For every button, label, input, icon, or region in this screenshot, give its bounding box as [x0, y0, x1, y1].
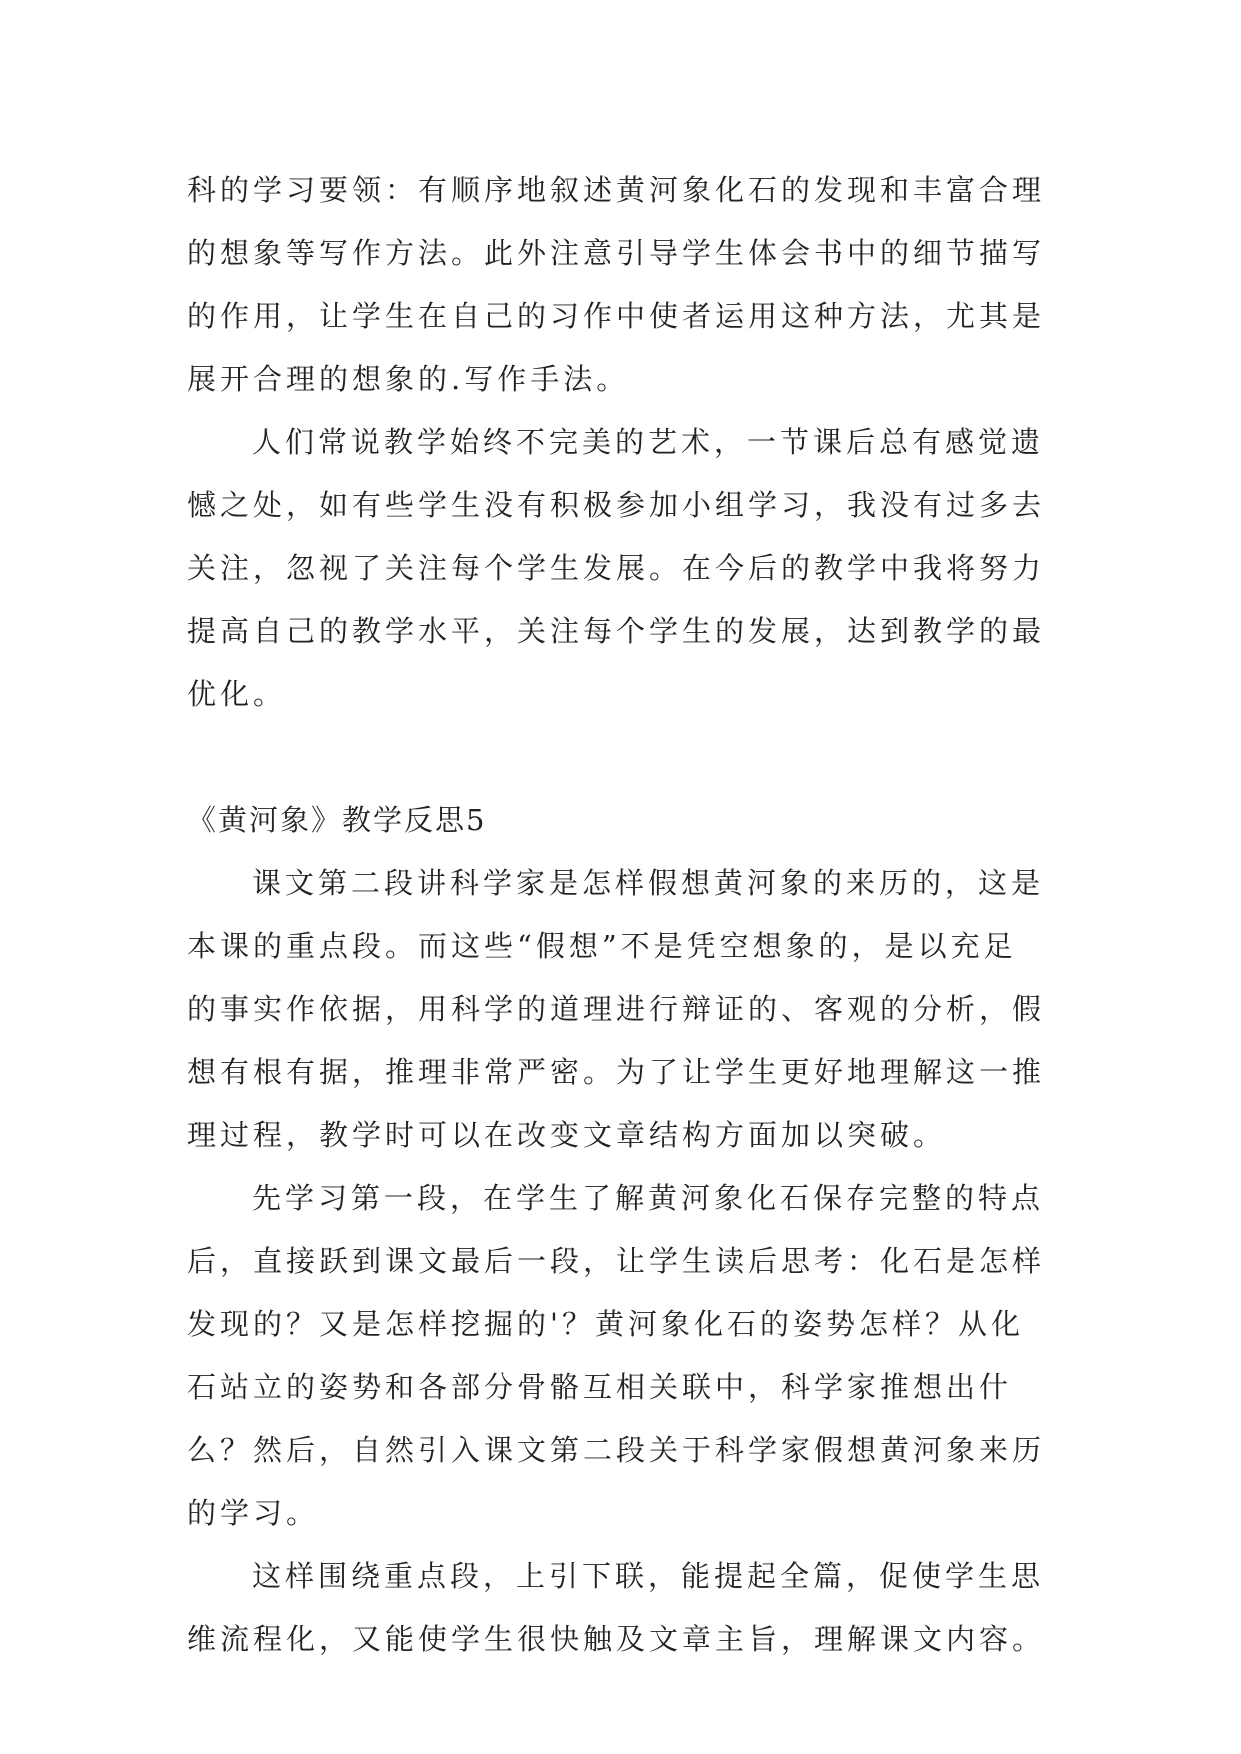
text-line: 展开合理的想象的.写作手法。	[187, 362, 630, 396]
text-line: 后，直接跃到课文最后一段，让学生读后思考：化石是怎样	[187, 1244, 1046, 1278]
text-line: 的作用，让学生在自己的习作中使者运用这种方法，尤其是	[187, 299, 1046, 333]
text-line: 人们常说教学始终不完美的艺术，一节课后总有感觉遗	[252, 425, 1045, 459]
text-line: 提高自己的教学水平，关注每个学生的发展，达到教学的最	[187, 614, 1046, 648]
text-line: 么？然后，自然引入课文第二段关于科学家假想黄河象来历	[187, 1433, 1046, 1467]
text-line: 关注，忽视了关注每个学生发展。在今后的教学中我将努力	[187, 551, 1046, 585]
text-line: 的想象等写作方法。此外注意引导学生体会书中的细节描写	[187, 236, 1046, 270]
text-line: 维流程化，又能使学生很快触及文章主旨，理解课文内容。	[187, 1622, 1046, 1656]
text-line: 想有根有据，推理非常严密。为了让学生更好地理解这一推	[187, 1055, 1046, 1089]
intro-paragraph	[187, 159, 1077, 411]
paragraph-1	[187, 852, 1077, 1167]
text-line: 课文第二段讲科学家是怎样假想黄河象的来历的，这是	[252, 866, 1045, 900]
paragraph-2	[187, 1167, 1077, 1545]
text-line: 这样围绕重点段，上引下联，能提起全篇，促使学生思	[252, 1559, 1045, 1593]
section-title: 《黄河象》教学反思5	[187, 803, 487, 837]
text-line: 石站立的姿势和各部分骨骼互相关联中，科学家推想出什	[187, 1370, 1013, 1404]
text-line: 的学习。	[187, 1496, 320, 1530]
text-line: 理过程，教学时可以在改变文章结构方面加以突破。	[187, 1118, 947, 1152]
text-line: 先学习第一段，在学生了解黄河象化石保存完整的特点	[252, 1181, 1045, 1215]
text-line: 科的学习要领：有顺序地叙述黄河象化石的发现和丰富合理	[187, 173, 1046, 207]
paragraph-3	[187, 1545, 1077, 1671]
text-line: 本课的重点段。而这些“假想”不是凭空想象的，是以充足	[187, 929, 1017, 963]
text-line: 优化。	[187, 677, 287, 711]
text-line: 的事实作依据，用科学的道理进行辩证的、客观的分析，假	[187, 992, 1046, 1026]
document-body	[187, 159, 1077, 1671]
text-line: 发现的？又是怎样挖掘的'？黄河象化石的姿势怎样？从化	[187, 1307, 1024, 1341]
reflection-paragraph	[187, 411, 1077, 726]
text-line: 憾之处，如有些学生没有积极参加小组学习，我没有过多去	[187, 488, 1046, 522]
